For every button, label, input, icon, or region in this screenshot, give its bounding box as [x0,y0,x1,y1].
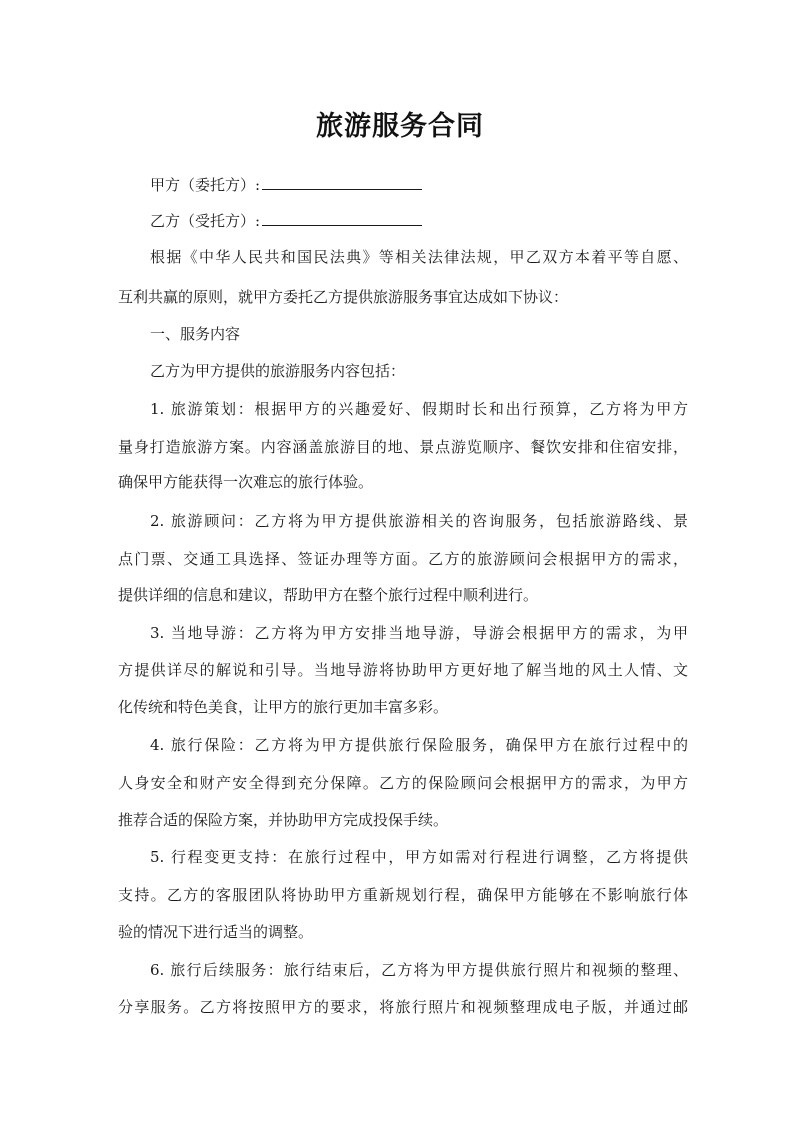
party-a-label: 甲方（委托方）: [150,176,261,194]
item-3-line-1: 3. 当地导游：乙方将为甲方安排当地导游，导游会根据甲方的需求，为甲 [150,624,688,642]
item-5-line-3: 验的情况下进行适当的调整。 [118,923,314,941]
party-b-label: 乙方（受托方）: [150,212,261,230]
party-a-line [150,173,688,196]
item-4-line-2: 人身安全和财产安全得到充分保障。乙方的保险顾问会根据甲方的需求，为甲方 [118,774,688,792]
preamble-line-1: 根据《中华人民共和国民法典》等相关法律法规，甲乙双方本着平等自愿、 [150,248,688,266]
item-5-line-2: 支持。乙方的客服团队将协助甲方重新规划行程，确保甲方能够在不影响旅行体 [118,886,688,904]
section-intro: 乙方为甲方提供的旅游服务内容包括： [150,362,406,380]
item-6-line-2: 分享服务。乙方将按照甲方的要求，将旅行照片和视频整理成电子版，并通过邮 [118,998,688,1016]
item-1-line-3: 确保甲方能获得一次难忘的旅行体验。 [118,473,374,491]
item-3-line-2: 方提供详尽的解说和引导。当地导游将协助甲方更好地了解当地的风土人情、文 [118,661,688,679]
item-5-line-1: 5. 行程变更支持：在旅行过程中，甲方如需对行程进行调整，乙方将提供 [150,848,688,866]
item-2-line-3: 提供详细的信息和建议，帮助甲方在整个旅行过程中顺利进行。 [118,586,539,604]
preamble-line-2: 互利共赢的原则，就甲方委托乙方提供旅游服务事宜达成如下协议： [118,288,569,306]
item-1-line-2: 量身打造旅游方案。内容涵盖旅游目的地、景点游览顺序、餐饮安排和住宿安排， [118,438,688,456]
section-heading: 一、服务内容 [150,325,241,343]
item-1-line-1: 1. 旅游策划：根据甲方的兴趣爱好、假期时长和出行预算，乙方将为甲方 [150,400,688,418]
item-2-line-2: 点门票、交通工具选择、签证办理等方面。乙方的旅游顾问会根据甲方的需求， [118,550,688,568]
item-2-line-1: 2. 旅游顾问：乙方将为甲方提供旅游相关的咨询服务，包括旅游路线、景 [150,512,688,530]
party-a-blank-field[interactable] [262,173,422,190]
party-b-blank-field[interactable] [262,209,422,226]
document-title: 旅游服务合同 [316,111,484,142]
party-b-line [150,209,688,232]
item-4-line-1: 4. 旅行保险：乙方将为甲方提供旅行保险服务，确保甲方在旅行过程中的 [150,736,688,754]
item-3-line-3: 化传统和特色美食，让甲方的旅行更加丰富多彩。 [118,698,449,716]
item-6-line-1: 6. 旅行后续服务：旅行结束后，乙方将为甲方提供旅行照片和视频的整理、 [150,961,688,979]
item-4-line-3: 推荐合适的保险方案，并协助甲方完成投保手续。 [118,811,449,829]
